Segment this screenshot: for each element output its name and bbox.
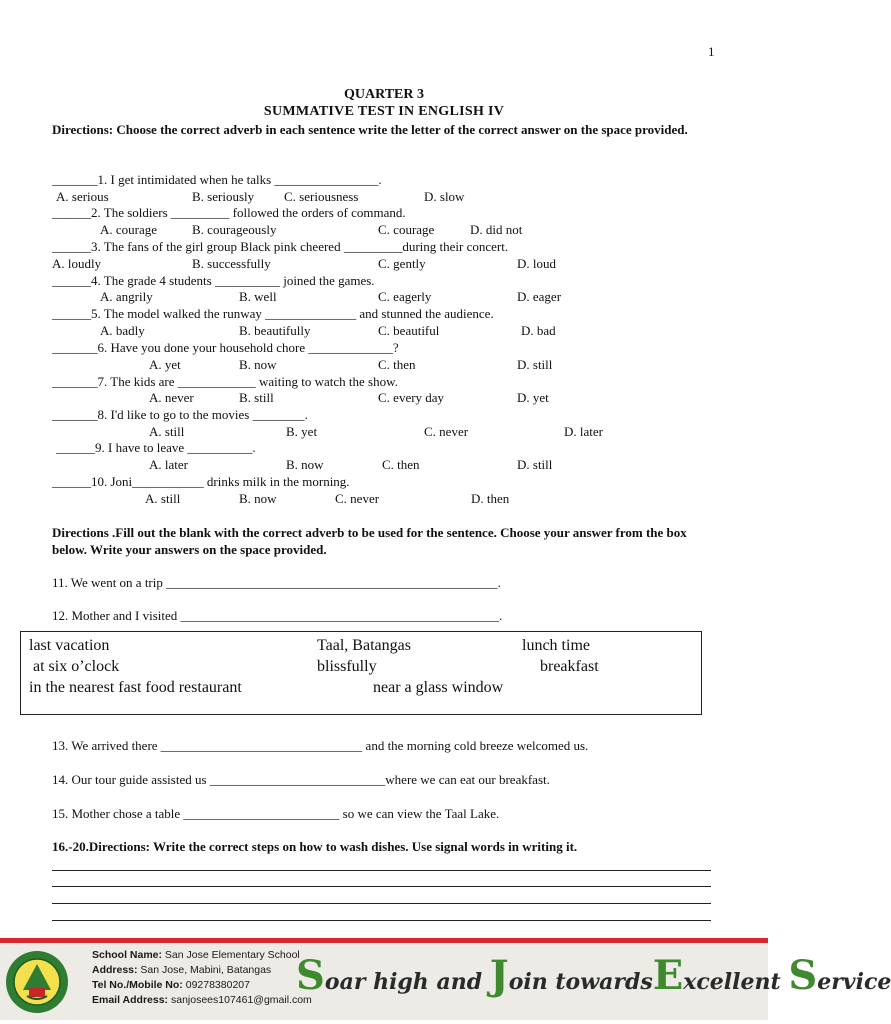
question-4: ______4. The grade 4 students __________ joined the games. (52, 273, 375, 288)
question-12: 12. Mother and I visited _________________________________________________. (52, 608, 503, 623)
question-2: ______2. The soldiers _________ followed the orders of command. (52, 205, 406, 220)
answer-line (52, 886, 711, 887)
q10-choice-c: C. never (335, 491, 380, 506)
box-choice-last-vacation: last vacation (29, 637, 110, 654)
q1-choice-d: D. slow (424, 189, 465, 204)
answer-line (52, 903, 711, 904)
box-choice-lunch-time: lunch time (522, 637, 590, 654)
question-6: _______6. Have you done your household chore _____________? (52, 340, 399, 355)
answer-line (52, 870, 711, 871)
school-seal-icon (5, 950, 69, 1014)
q7-choice-d: D. yet (517, 390, 549, 405)
q10-choice-a: A. still (145, 491, 181, 506)
q4-choice-a: A. angrily (100, 289, 153, 304)
q7-choice-a: A. never (149, 390, 194, 405)
box-choice-taal-batangas: Taal, Batangas (317, 637, 411, 654)
box-choice-glass-window: near a glass window (373, 679, 504, 696)
q2-choice-b: B. courageously (192, 222, 277, 237)
q2-choice-c: C. courage (378, 222, 435, 237)
answer-choices-box (20, 631, 702, 715)
q9-choice-d: D. still (517, 457, 553, 472)
question-10: ______10. Joni___________ drinks milk in the morning. (52, 474, 350, 489)
q4-choice-b: B. well (239, 289, 277, 304)
box-choice-fast-food-restaurant: in the nearest fast food restaurant (29, 679, 242, 696)
q5-choice-b: B. beautifully (239, 323, 311, 338)
answer-line (52, 920, 711, 921)
q5-choice-c: C. beautiful (378, 323, 440, 338)
question-3: ______3. The fans of the girl group Black pink cheered _________during their concert. (52, 239, 509, 254)
q5-choice-d: D. bad (521, 323, 556, 338)
q6-choice-c: C. then (378, 357, 416, 372)
q8-choice-b: B. yet (286, 424, 318, 439)
q10-choice-b: B. now (239, 491, 277, 506)
question-13: 13. We arrived there _______________________________ and the morning cold breeze welcomed us. (52, 738, 589, 753)
q1-choice-a: A. serious (56, 189, 109, 204)
q9-choice-c: C. then (382, 457, 420, 472)
q8-choice-a: A. still (149, 424, 185, 439)
q4-choice-c: C. eagerly (378, 289, 432, 304)
part3-directions: 16.-20.Directions: Write the correct steps on how to wash dishes. Use signal words in writing it. (52, 839, 578, 854)
question-1: _______1. I get intimidated when he talks ________________. (52, 172, 382, 187)
q3-choice-d: D. loud (517, 256, 556, 271)
box-choice-at-six-oclock: at six o’clock (33, 658, 120, 675)
question-9: ______9. I have to leave __________. (56, 440, 256, 455)
school-email-line: Email Address: sanjosees107461@gmail.com (92, 994, 312, 1006)
page-number: 1 (708, 44, 715, 59)
q7-choice-b: B. still (239, 390, 274, 405)
question-5: ______5. The model walked the runway ______________ and stunned the audience. (52, 306, 494, 321)
q3-choice-b: B. successfully (192, 256, 271, 271)
quarter-heading: QUARTER 3 (343, 87, 424, 102)
question-15: 15. Mother chose a table ________________________ so we can view the Taal Lake. (52, 806, 500, 821)
school-info (92, 948, 312, 1008)
q8-choice-d: D. later (564, 424, 603, 439)
q10-choice-d: D. then (471, 491, 510, 506)
q8-choice-c: C. never (424, 424, 469, 439)
q9-choice-b: B. now (286, 457, 324, 472)
q3-choice-c: C. gently (378, 256, 426, 271)
test-title: SUMMATIVE TEST IN ENGLISH IV (263, 104, 505, 119)
q5-choice-a: A. badly (100, 323, 145, 338)
question-14: 14. Our tour guide assisted us ___________________________where we can eat our breakfast. (52, 772, 550, 787)
question-11: 11. We went on a trip ___________________________________________________. (52, 575, 501, 590)
box-choice-breakfast: breakfast (540, 658, 599, 675)
school-phone-line: Tel No./Mobile No: 09278380207 (92, 979, 250, 991)
part1-directions: Directions: Choose the correct adverb in each sentence write the letter of the correct answer on the space provided. (52, 122, 688, 137)
school-address-line: Address: San Jose, Mabini, Batangas (92, 964, 272, 976)
box-choice-blissfully: blissfully (317, 658, 377, 675)
q6-choice-a: A. yet (149, 357, 181, 372)
q1-choice-b: B. seriously (192, 189, 255, 204)
q6-choice-d: D. still (517, 357, 553, 372)
q1-choice-c: C. seriousness (284, 189, 359, 204)
q6-choice-b: B. now (239, 357, 277, 372)
school-motto: Soar high and Join towardsExcellent Service (296, 952, 891, 999)
q2-choice-a: A. courage (100, 222, 158, 237)
q4-choice-d: D. eager (517, 289, 562, 304)
q9-choice-a: A. later (149, 457, 188, 472)
q7-choice-c: C. every day (378, 390, 445, 405)
part2-directions: Directions .Fill out the blank with the correct adverb to be used for the sentence. Choose your answer from the box below. Write your answers on the space provided. (52, 525, 687, 557)
q3-choice-a: A. loudly (52, 256, 102, 271)
question-8: _______8. I'd like to go to the movies ________. (52, 407, 308, 422)
school-name-line: School Name: San Jose Elementary School (92, 949, 300, 961)
q2-choice-d: D. did not (470, 222, 523, 237)
question-7: _______7. The kids are ____________ waiting to watch the show. (52, 374, 398, 389)
school-footer (0, 938, 891, 1020)
